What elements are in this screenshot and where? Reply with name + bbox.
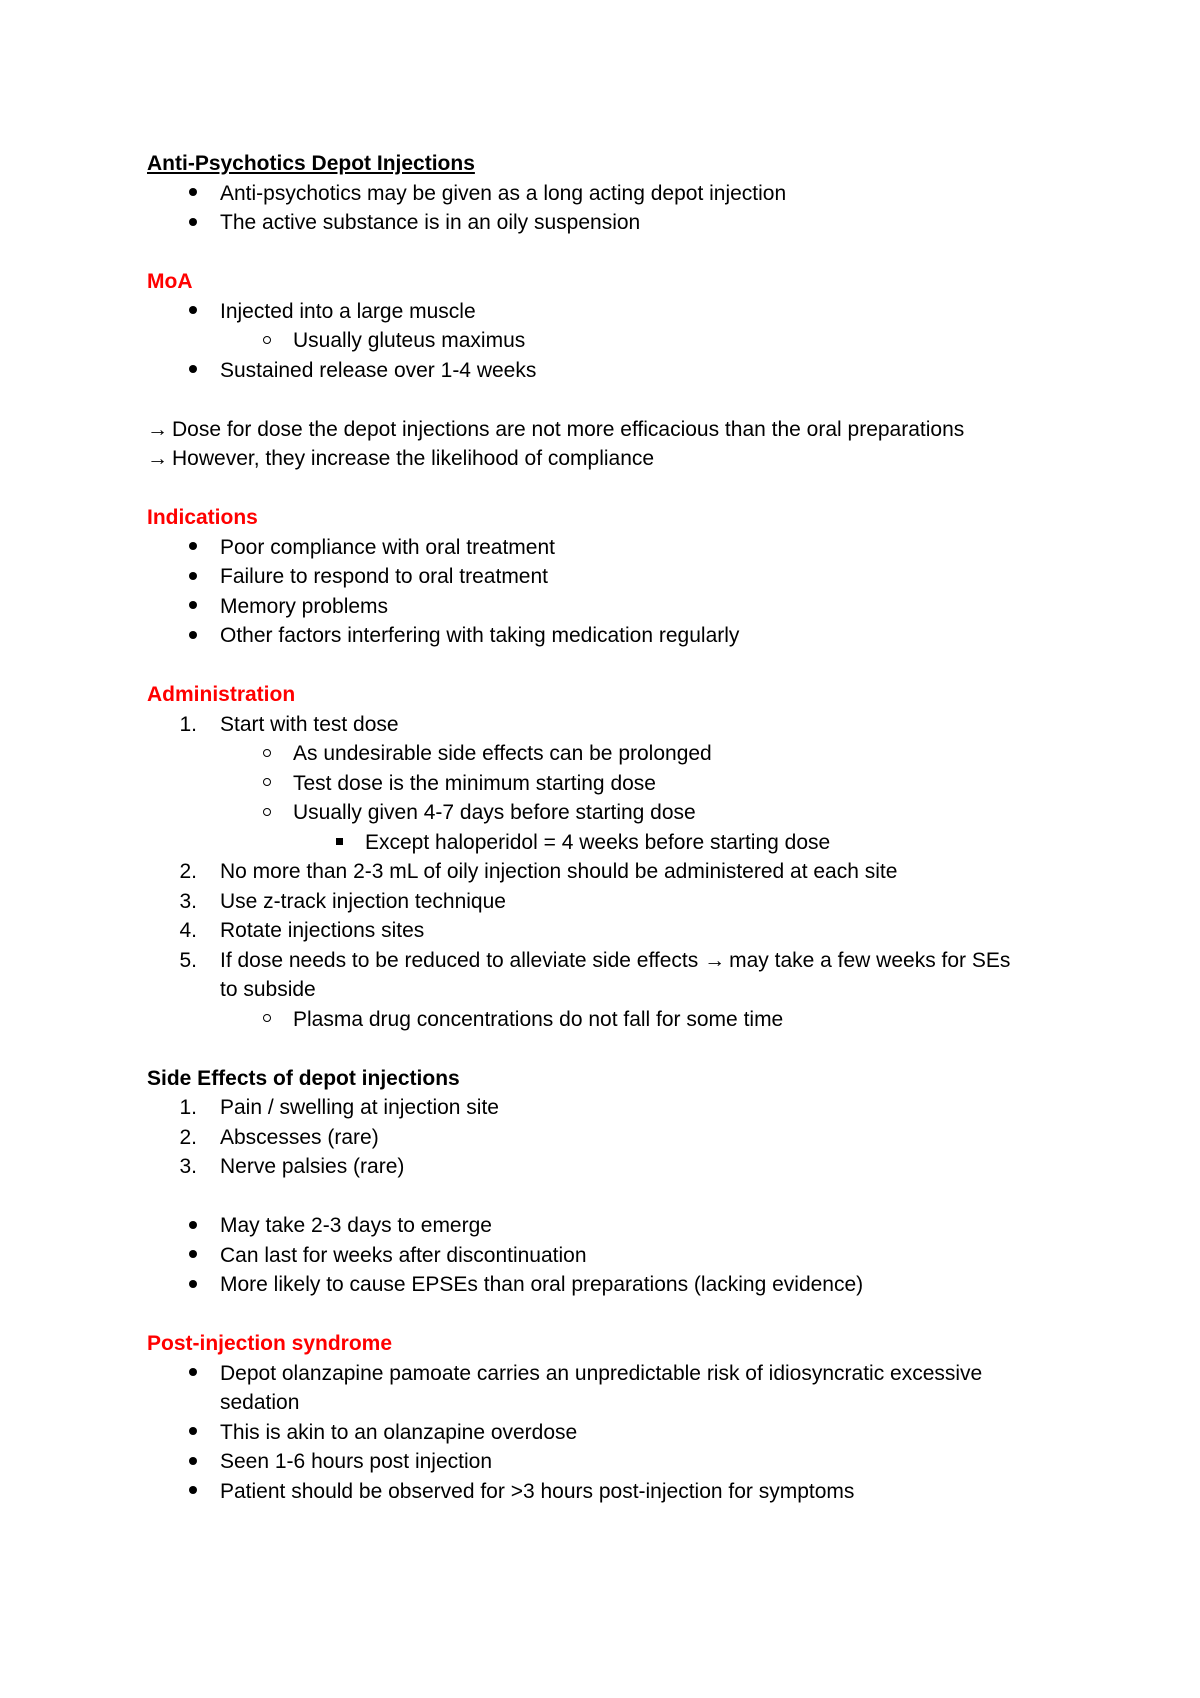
- bullet-icon: [167, 621, 197, 651]
- list-item: Poor compliance with oral treatment: [147, 533, 1087, 563]
- list-number: 2.: [179, 860, 197, 883]
- bullet-icon: [167, 1241, 197, 1271]
- list-number: 4.: [179, 919, 197, 942]
- page-title: Anti-Psychotics Depot Injections: [147, 152, 475, 175]
- section-heading-administration: Administration: [147, 683, 296, 706]
- section-heading-moa: MoA: [147, 270, 193, 293]
- list-item: The active substance is in an oily suspension: [147, 208, 1087, 238]
- list-item: Depot olanzapine pamoate carries an unpredictable risk of idiosyncratic excessive: [147, 1359, 1087, 1389]
- list-item: 5. If dose needs to be reduced to alleviate side effects → may take a few weeks for SEs: [147, 946, 1087, 976]
- list-number: 3.: [179, 1155, 197, 1178]
- list-item: Injected into a large muscle: [147, 297, 1087, 327]
- arrow-icon: →: [147, 417, 168, 441]
- list-item: 1. Pain / swelling at injection site: [147, 1093, 1087, 1123]
- arrow-icon: →: [704, 948, 726, 972]
- bullet-icon: [167, 356, 197, 386]
- section-heading-post-injection: Post-injection syndrome: [147, 1332, 393, 1355]
- section-heading-side-effects: Side Effects of depot injections: [147, 1066, 460, 1090]
- list-item-continuation: to subside: [220, 978, 316, 1001]
- list-item: Patient should be observed for >3 hours post-injection for symptoms: [147, 1477, 1087, 1507]
- bullet-icon: [167, 533, 197, 563]
- square-bullet-icon: [319, 828, 343, 858]
- list-item: 3. Use z-track injection technique: [147, 887, 1087, 917]
- bullet-icon: [167, 297, 197, 327]
- circle-bullet-icon: [247, 798, 271, 828]
- arrow-line: → Dose for dose the depot injections are not more efficacious than the oral preparations: [147, 417, 965, 441]
- list-item: Usually given 4-7 days before starting dose: [147, 798, 1087, 828]
- list-number: 1.: [179, 712, 197, 736]
- list-item: Memory problems: [147, 592, 1087, 622]
- list-item: Can last for weeks after discontinuation: [147, 1241, 1087, 1271]
- document-page: [147, 149, 1087, 1506]
- list-item: 4. Rotate injections sites: [147, 916, 1087, 946]
- arrow-icon: →: [147, 447, 168, 470]
- list-item: Seen 1-6 hours post injection: [147, 1447, 1087, 1477]
- list-item: 2. Abscesses (rare): [147, 1123, 1087, 1153]
- list-number: 3.: [179, 889, 197, 913]
- bullet-icon: [167, 1477, 197, 1507]
- bullet-icon: [167, 562, 197, 592]
- bullet-icon: [167, 592, 197, 622]
- circle-bullet-icon: [247, 739, 271, 769]
- list-item: Plasma drug concentrations do not fall for some time: [147, 1005, 1087, 1035]
- list-item: 2. No more than 2-3 mL of oily injection should be administered at each site: [147, 857, 1087, 887]
- list-item: Anti-psychotics may be given as a long acting depot injection: [147, 179, 1087, 209]
- list-item: 3. Nerve palsies (rare): [147, 1152, 1087, 1182]
- list-item: This is akin to an olanzapine overdose: [147, 1418, 1087, 1448]
- list-item: Other factors interfering with taking medication regularly: [147, 621, 1087, 651]
- list-item: Test dose is the minimum starting dose: [147, 769, 1087, 799]
- circle-bullet-icon: [247, 326, 271, 356]
- circle-bullet-icon: [247, 1005, 271, 1035]
- arrow-line: → However, they increase the likelihood of compliance: [147, 447, 655, 470]
- bullet-icon: [167, 1418, 197, 1448]
- list-number: 2.: [179, 1125, 197, 1149]
- list-item: Except haloperidol = 4 weeks before starting dose: [147, 828, 1087, 858]
- list-item: Sustained release over 1-4 weeks: [147, 356, 1087, 386]
- list-item: More likely to cause EPSEs than oral preparations (lacking evidence): [147, 1270, 1087, 1300]
- list-number: 1.: [179, 1096, 197, 1119]
- list-item: 1. Start with test dose: [147, 710, 1087, 740]
- list-number: 5.: [179, 948, 197, 972]
- circle-bullet-icon: [247, 769, 271, 799]
- bullet-icon: [167, 1447, 197, 1477]
- title-line: [147, 149, 1087, 179]
- list-item: Failure to respond to oral treatment: [147, 562, 1087, 592]
- list-item: As undesirable side effects can be prolonged: [147, 739, 1087, 769]
- section-heading-indications: Indications: [147, 506, 258, 529]
- list-item: Usually gluteus maximus: [147, 326, 1087, 356]
- bullet-icon: [167, 1211, 197, 1241]
- bullet-icon: [167, 1359, 197, 1389]
- bullet-icon: [167, 208, 197, 238]
- list-item: May take 2-3 days to emerge: [147, 1211, 1087, 1241]
- bullet-icon: [167, 179, 197, 209]
- list-item-continuation: sedation: [220, 1391, 300, 1414]
- bullet-icon: [167, 1270, 197, 1300]
